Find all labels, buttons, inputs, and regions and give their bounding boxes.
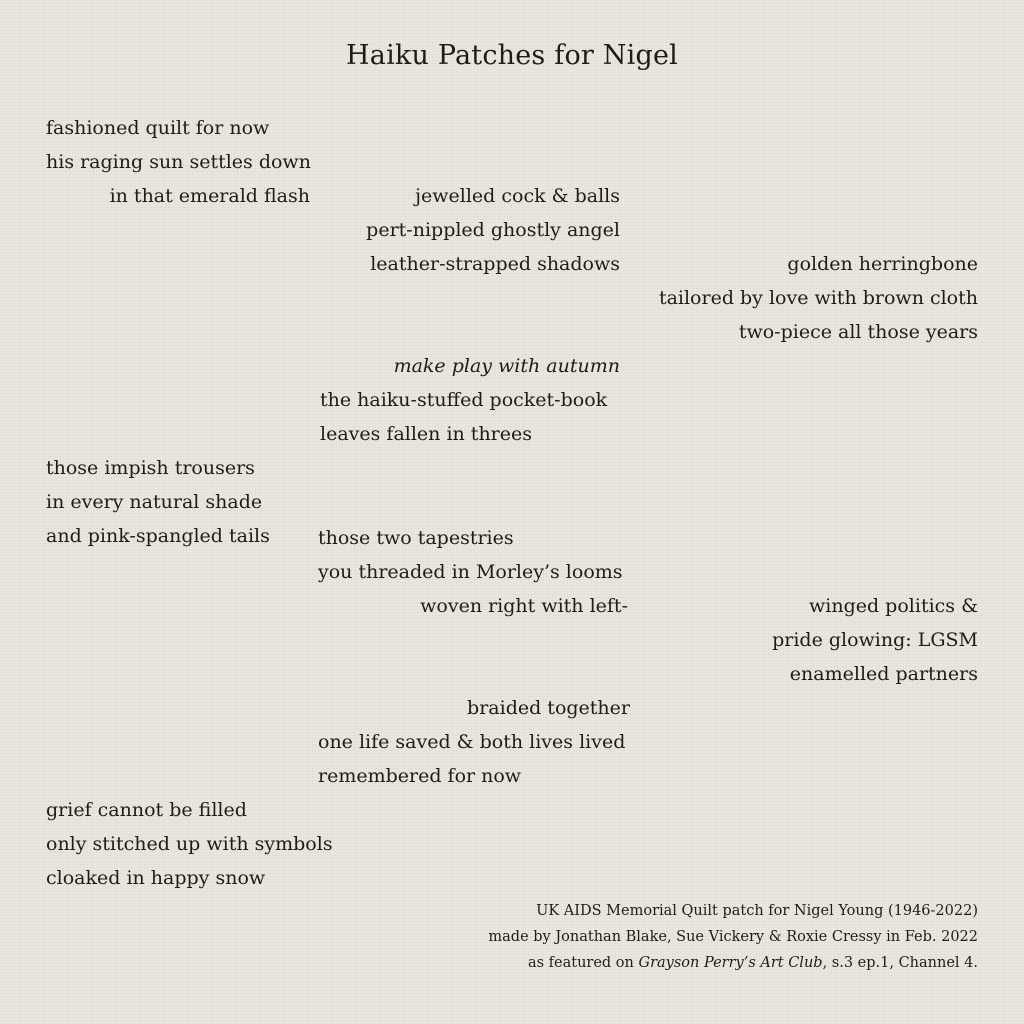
stanza-line: in every natural shade xyxy=(46,491,263,513)
stanza-line: and pink-spangled tails xyxy=(46,525,270,547)
stanza-4 xyxy=(320,349,620,451)
credit-line-featured xyxy=(418,950,978,976)
stanza-line: braided together xyxy=(467,697,630,719)
stanza-2 xyxy=(340,179,620,281)
stanza-8 xyxy=(318,691,630,793)
stanza-line: pride glowing: LGSM xyxy=(772,629,978,651)
credit-featured-prefix: as featured on xyxy=(527,955,639,971)
stanza-line: fashioned quilt for now xyxy=(46,117,270,139)
stanza-line: leather-strapped shadows xyxy=(370,253,620,275)
stanza-6 xyxy=(318,521,630,623)
stanza-line: the haiku-stuffed pocket-book xyxy=(320,389,608,411)
stanza-line: winged politics & xyxy=(809,595,978,617)
stanza-line: enamelled partners xyxy=(789,663,978,685)
stanza-line: pert-nippled ghostly angel xyxy=(366,219,620,241)
stanza-9 xyxy=(46,793,356,895)
stanza-line: only stitched up with symbols xyxy=(46,833,333,855)
stanza-line: jewelled cock & balls xyxy=(415,185,620,207)
stanza-line: woven right with left- xyxy=(420,595,628,617)
credits xyxy=(418,898,978,976)
stanza-line: you threaded in Morley’s looms xyxy=(318,561,623,583)
stanza-line: in that emerald flash xyxy=(109,185,310,207)
stanza-line: grief cannot be filled xyxy=(46,799,247,821)
show-title: Grayson Perry’s Art Club xyxy=(638,955,823,971)
credit-line-makers: made by Jonathan Blake, Sue Vickery & Roxie Cressy in Feb. 2022 xyxy=(488,929,978,945)
credit-line-quilt: UK AIDS Memorial Quilt patch for Nigel Young (1946-2022) xyxy=(536,903,978,919)
stanza-line: remembered for now xyxy=(318,765,522,787)
stanza-line: leaves fallen in threes xyxy=(320,423,532,445)
stanza-7 xyxy=(660,589,978,691)
credit-featured-suffix: , s.3 ep.1, Channel 4. xyxy=(822,955,978,971)
stanza-line: those two tapestries xyxy=(318,527,514,549)
stanza-5 xyxy=(46,451,316,553)
stanza-1 xyxy=(46,111,316,213)
stanza-line: his raging sun settles down xyxy=(46,151,311,173)
poem-title: Haiku Patches for Nigel xyxy=(346,40,678,71)
stanza-line: cloaked in happy snow xyxy=(46,867,266,889)
stanza-line: one life saved & both lives lived xyxy=(318,731,626,753)
stanza-line: those impish trousers xyxy=(46,457,255,479)
stanza-line: tailored by love with brown cloth xyxy=(658,287,978,309)
stanza-line: make play with autumn xyxy=(393,355,620,377)
stanza-line: two-piece all those years xyxy=(738,321,978,343)
stanza-line: golden herringbone xyxy=(787,253,978,275)
stanza-3 xyxy=(630,247,978,349)
